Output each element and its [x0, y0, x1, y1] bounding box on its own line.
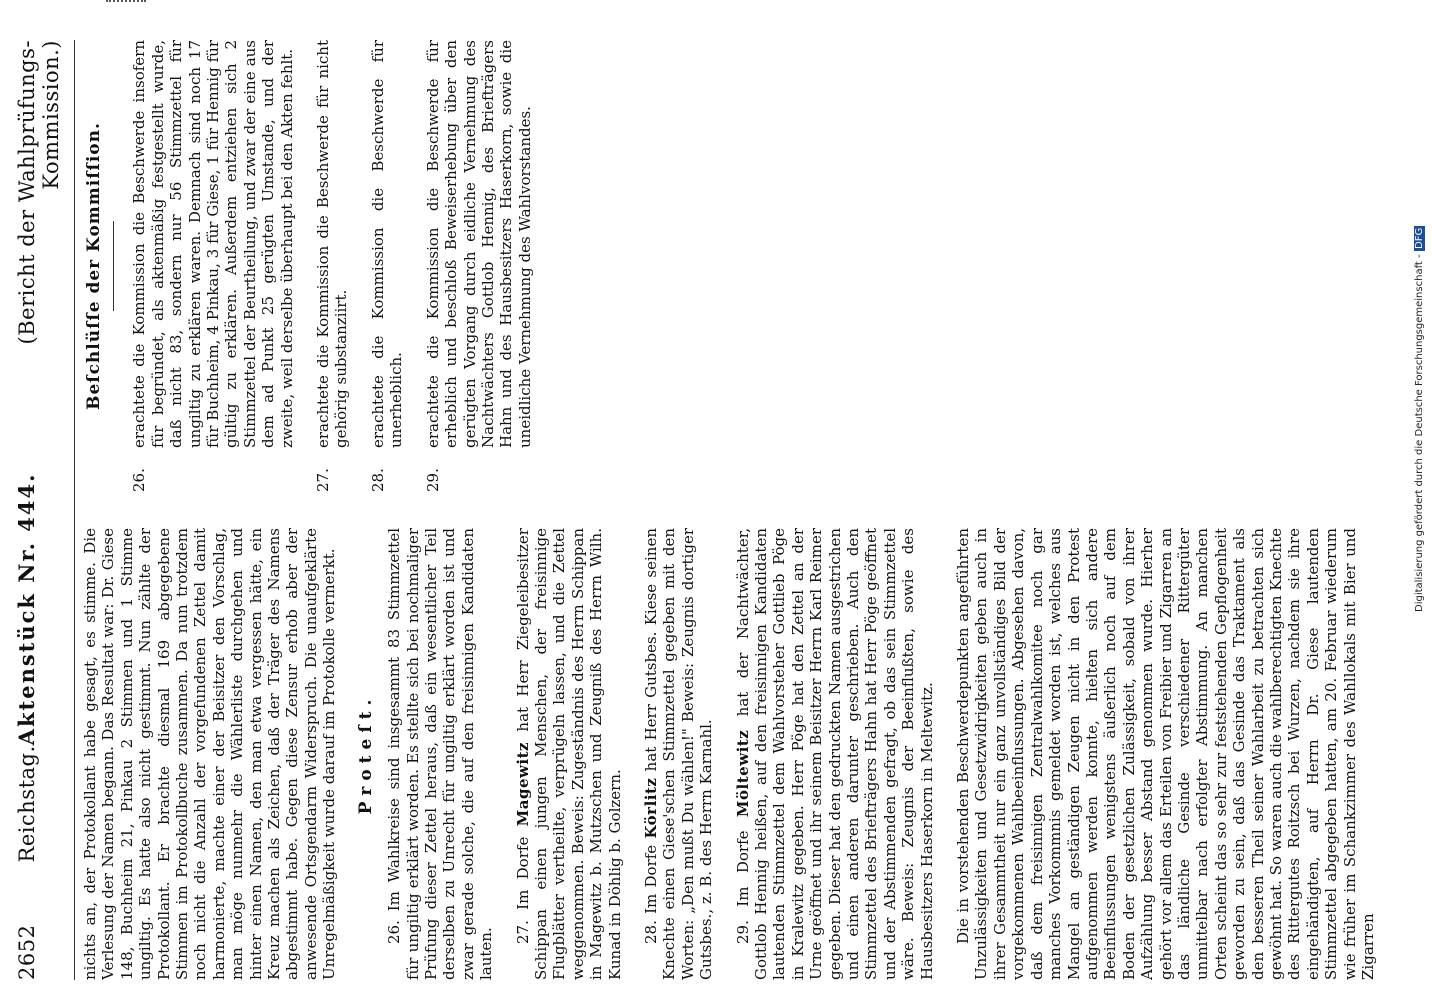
decision-item — [314, 40, 351, 492]
report-subtitle: (Bericht der Wahlprüfungs-Kommission.) — [15, 40, 63, 345]
document-number: Aktenstück Nr. 444. — [14, 472, 39, 746]
decision-item — [130, 40, 296, 492]
paragraph-number: 29. — [733, 920, 752, 944]
decision-text: erachtete die Kommission die Beschwerde insofern für begründet, als aktenmäßig festgestellt wurde, daß nicht 83, sondern nur 56 Stimmzettel für ungiltig zu erklären waren. Demnach sind noch 17 für Buchheim, 4 Pinkau, 3 für Giese, 1 für Hennig für gültig zu erklären. Außerdem entziehen sich 2 Stimmzettel der Beurtheilung, und zwar der eine aus dem ad Punkt 25 gerügten Umstande, und der zweite, weil derselbe überhaupt bei den Akten fehlt. — [130, 40, 296, 448]
paragraph-number: 28. — [641, 920, 660, 944]
decision-text: erachtete die Kommission die Beschwerde für erheblich und beschloß Beweiserhebung über den gerügten Vorgang durch eidliche Vernehmung des Nachtwächters Gottlob Hennig, des Briefträgers Hahn und des Hausbesitzers Haserkorn, sowie die uneidliche Vernehmung des Wahlvorstandes. — [423, 40, 534, 448]
place-name: Möltewitz — [733, 729, 752, 818]
intro-paragraph: nichts an, der Protokollant habe gesagt, es stimme. Die Verlesung der Namen begann. Das Resultat war: Dr. Giese 148, Buchheim 21, Pinkau 2 Stimmen und 1 Stimme ungiltig. Es hatte also nicht gestimmt. Nun zählte der Protokollant. Er brachte diesmal 169 abgegebene Stimmen im Protokollbuche zusammen. Da nun trotzdem noch nicht die Anzahl der vorgefundenen Zettel damit harmonierte, machte einer der Beisitzer den Vorschlag, man möge nunmehr die Wählerliste durchgehen und hinter einen Namen, den man etwa vergessen hätte, ein Kreuz machen als Zeichen, daß der Träger des Namens abgestimmt habe. Gegen diese Zensur erhob aber der anwesende Ortsgendarm Widerspruch. Die unaufgeklärte Unregelmäßigkeit wurde darauf im Protokolle vermerkt. — [81, 528, 339, 980]
decision-number: 26. — [130, 468, 149, 492]
decisions-heading: Beſchlüſſe der Kommiſſion. — [84, 122, 104, 410]
page-number: 2652 — [15, 924, 39, 980]
paragraph-text: hat Herr Gutsbes. Kiese seinen Knechte einen Giese'schen Stimmzettel gegeben mit den Worten: „Den mußt Du wählen!" Beweis: Zeugnis dortiger Gutsbes., z. B. des Herrn Karnahl. — [641, 528, 716, 980]
paragraph-text: hat der Nachtwächter, Gottlob Hennig heißen, auf den freisinnigen Kandidaten lautenden Stimmzettel dem Wahlvorsteher Gottlieb Pöge in Kralewitz gegeben. Herr Pöge hat den Zettel an der Urne geöffnet und ihr seinem Beisitzer Herrn Karl Reimer gegeben. Dieser hat den gedruckten Namen ausgestrichen und einen anderen darunter geschrieben. Auch den Stimmzettel des Briefträgers Hahn hat Herr Pöge geöffnet und der Abstimmenden gefragt, ob das sein Stimmzettel wäre. Beweis: Zeugnis der Beeinflußten, sowie des Hausbesitzers Haserkorn in Meltewitz. — [733, 528, 936, 980]
place-name: Magewitz — [513, 741, 532, 827]
decision-item — [369, 40, 406, 492]
decision-number: 29. — [423, 468, 442, 492]
paragraph-26: 26. Im Wahlkreise sind insgesammt 83 Stimmzettel für ungiltig erklärt worden. Es stellte sich bei nochmaliger Prüfung dieser Zettel heraus, daß ein wesentlicher Teil derselben zu Unrecht für ungiltig erklärt worden ist und zwar gerade solche, die auf den freisinnigen Kandidaten lauten. — [385, 528, 496, 980]
decision-item — [424, 40, 534, 492]
heading-underline — [113, 221, 114, 311]
paragraph-number: 27. — [513, 920, 532, 944]
closing-paragraph: Die in vorstehenden Beschwerdepunkten angeführten Unzulässigkeiten und Gesetzwidrigkeiten geben auch in ihrer Gesammtheit nur ein ganz unvollständiges Bild der vorgekommenen Wahlbeeinflussungen. Abgesehen davon, daß dem freisinnigen Zentralwahlkomitee noch gar manches Vorkommnis gemeldet worden ist, welches aus Mangel an geständigen Zeugen nicht in den Protest aufgenommen werden konnte, hielten sich andere Beeinflussungen wenigstens äußerlich noch auf dem Boden der gesetzlichen Zulässigkeit, sobald von ihrer Aufzählung besser Abstand genommen wurde. Hierher gehört vor allem das Erteilen von Freibier und Zigarren an das ländliche Gesinde verschiedener Rittergüter unmittelbar nach erfolgter Abstimmung. An manchen Orten scheint das so sehr zur feststehenden Gepflogenheit geworden zu sein, daß das Gesinde das Traktament als den besseren Theil seiner Wahlarbeit zu betrachten sich gewöhnt hat. So waren auch die wahlberechtigten Knechte des Rittergutes Roitzsch bei Wurzen, nachdem sie ihre eingehändigten, auf Herrn Dr. Giese lautenden Stimmzettel abgegeben hatten, am 20. Februar wiederum wie früher im Schankzimmer des Wahllokals mit Bier und Zigarren — [954, 528, 1377, 980]
decision-text: erachtete die Kommission die Beschwerde für unerheblich. — [368, 40, 406, 448]
digitization-text: Digitalisierung gefördert durch die Deutsche Forschungsgemeinschaft - — [1414, 254, 1425, 612]
decision-text: erachtete die Kommission die Beschwerde für nicht gehörig substanziirt. — [314, 40, 351, 448]
decision-number: 28. — [368, 468, 387, 492]
header-rule — [74, 40, 75, 980]
page-header — [14, 40, 74, 980]
digitization-note — [1414, 12, 1430, 612]
body-columns — [81, 40, 1391, 980]
paragraph-27 — [514, 528, 624, 980]
paragraph-29 — [734, 528, 936, 980]
paragraph-28 — [642, 528, 716, 980]
paragraph-text: Im Dorfe — [641, 844, 660, 914]
paragraph-text: Im Dorfe — [513, 836, 532, 910]
dfg-logo: DFG — [1414, 227, 1425, 250]
place-name: Körlitz — [641, 777, 660, 839]
running-title: Reichstag. — [15, 745, 39, 863]
decision-number: 27. — [314, 468, 333, 492]
left-column — [81, 528, 1391, 980]
right-column — [81, 40, 1391, 492]
paragraph-text: Im Dorfe — [733, 830, 752, 907]
protest-heading: Proteſt. — [355, 693, 376, 815]
paragraph-text: hat Herr Ziegeleibesitzer Schippan einen jungen Menschen, der freisinnige Flugblätter vertheilte, verprügeln lassen, und die Zettel weggenommen. Beweis: Zugeständnis des Herrn Schippan in Magewitz b. Mutzschen und Zeugniß des Herrn Wilh. Kunad in Döhlig b. Golzern. — [513, 528, 624, 980]
